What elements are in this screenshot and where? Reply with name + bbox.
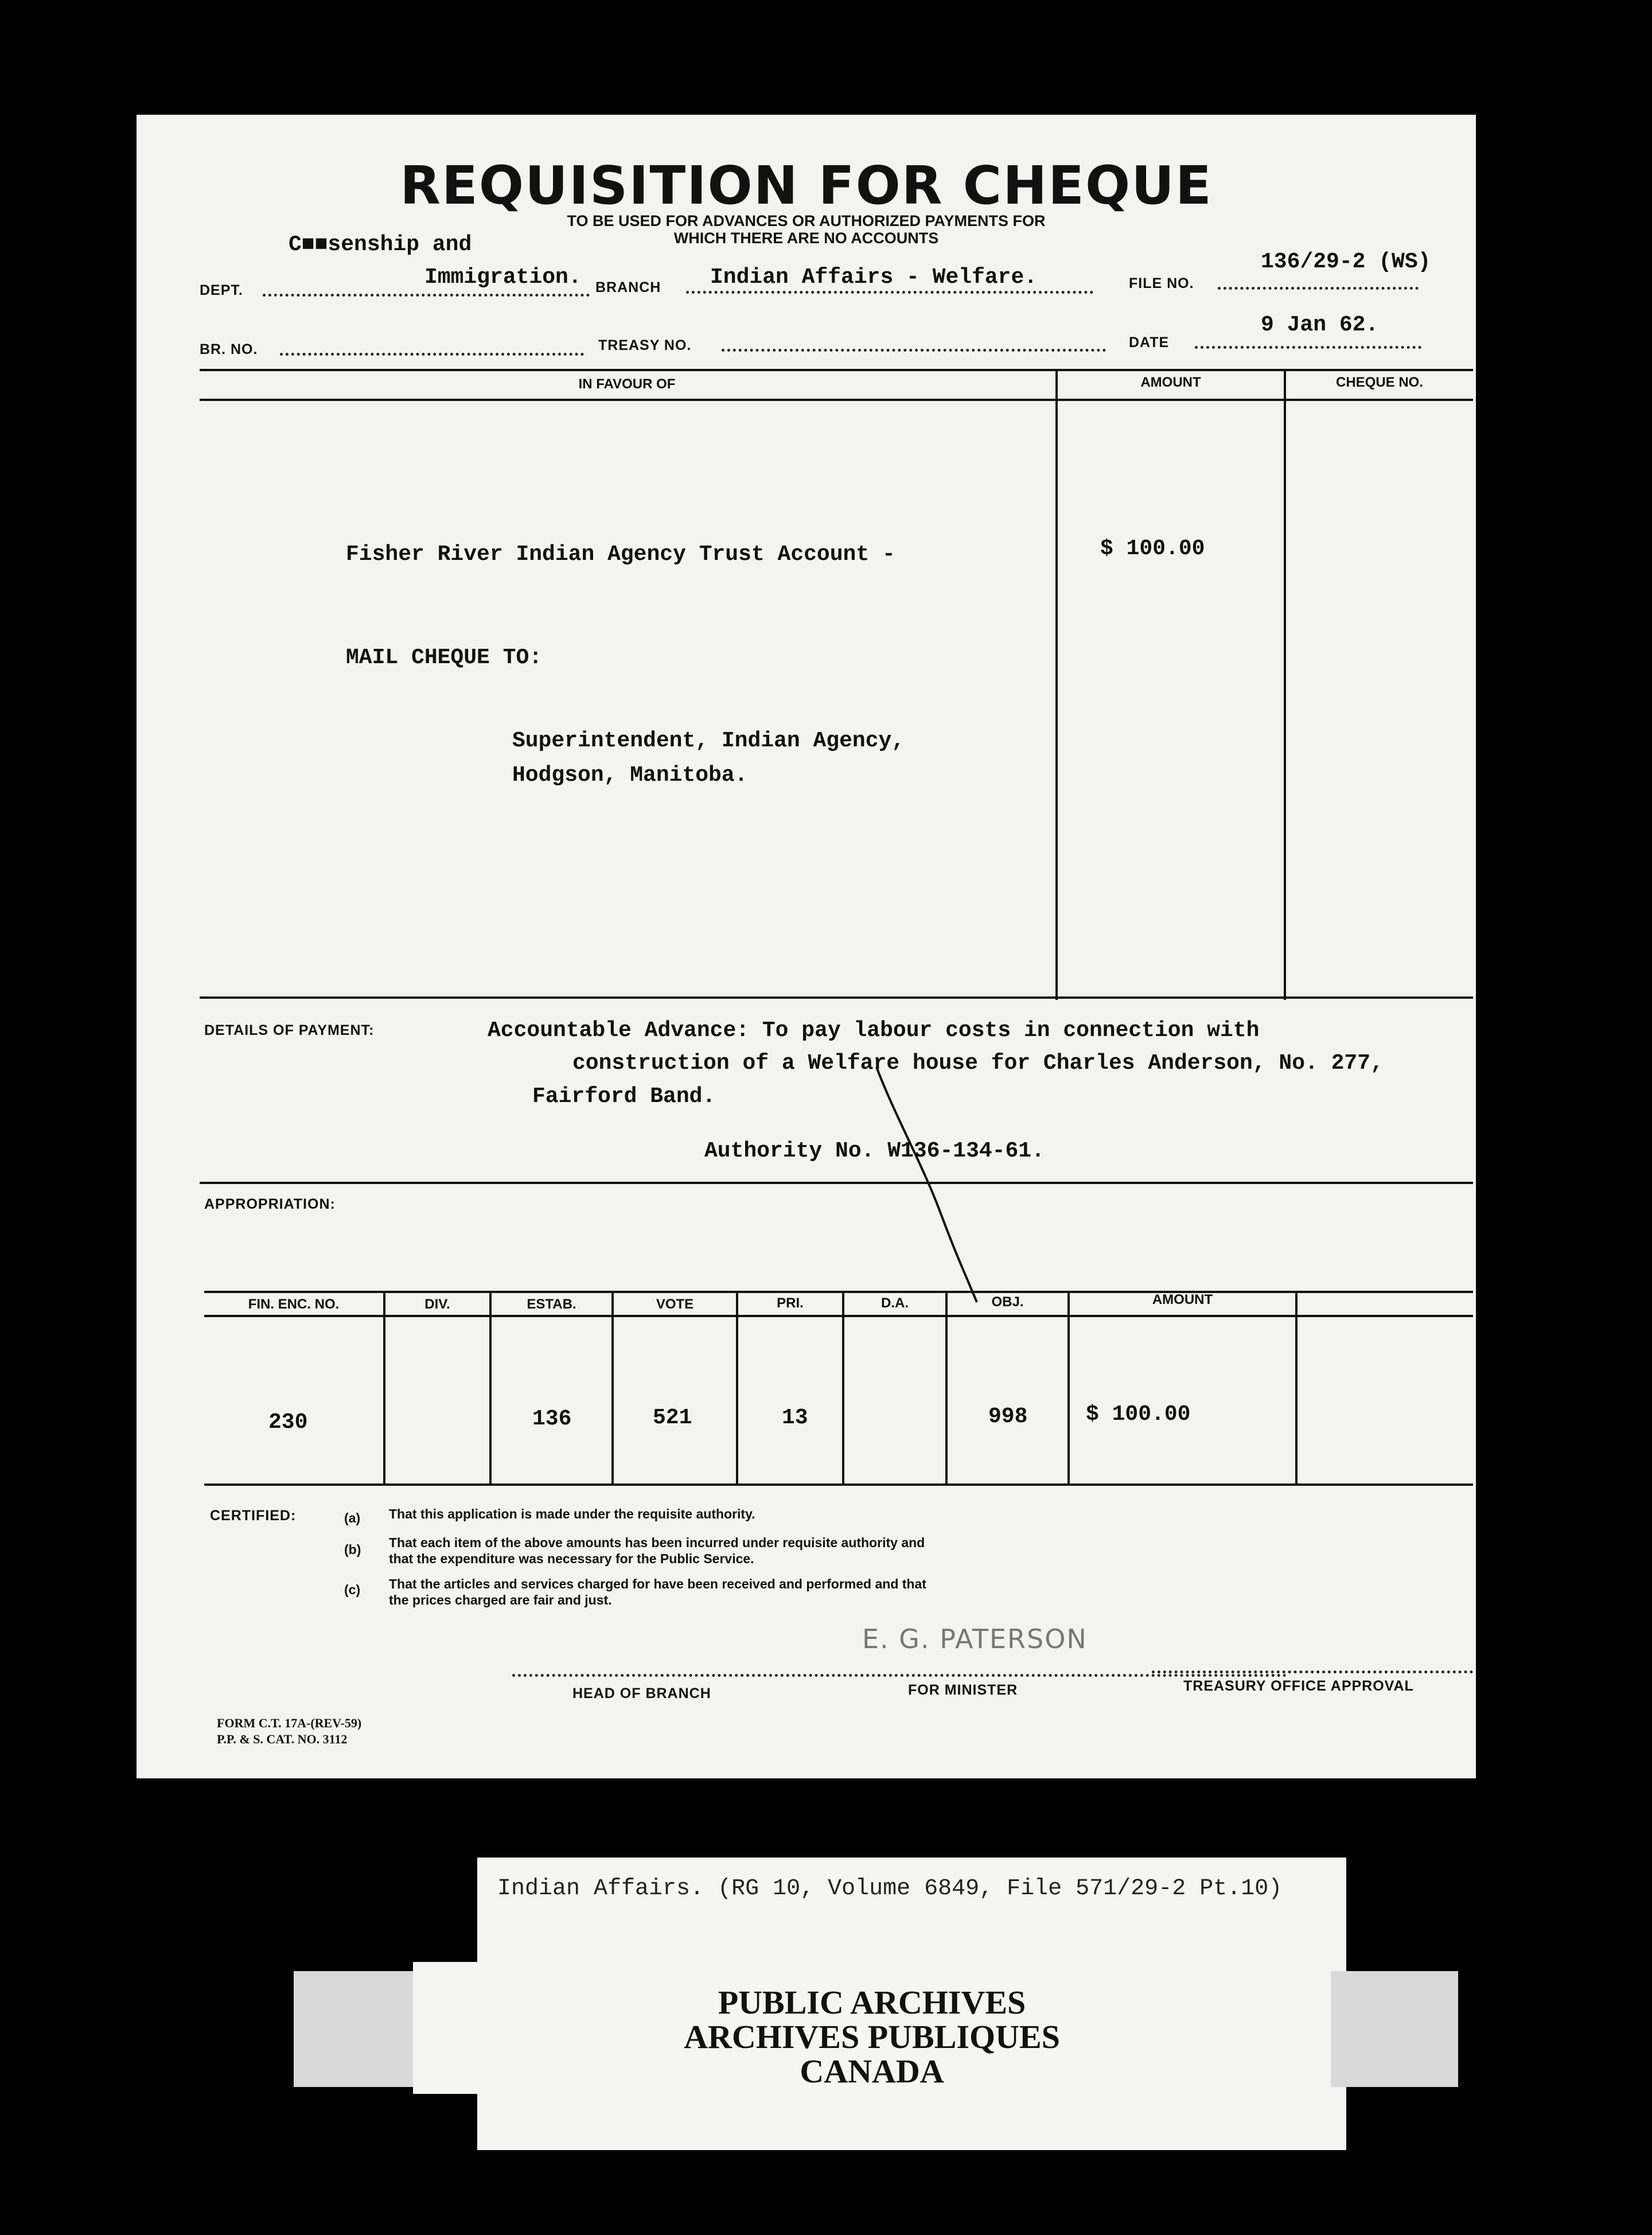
details-line2: construction of a Welfare house for Charles Anderson, No. 277, xyxy=(572,1051,1384,1076)
certified-text-c1: That the articles and services charged for have been received and performed and that xyxy=(389,1576,926,1591)
date-value: 9 Jan 62. xyxy=(1261,313,1379,337)
head-of-branch-label: HEAD OF BRANCH xyxy=(572,1685,711,1701)
dept-value-line2: Immigration. xyxy=(424,265,582,290)
details-line1: Accountable Advance: To pay labour costs in connection with xyxy=(488,1018,1260,1043)
col-header-div: DIV. xyxy=(424,1296,450,1312)
authority-number: Authority No. W136-134-61. xyxy=(704,1139,1045,1163)
requisition-form xyxy=(137,115,1476,1778)
appropriation-col-rule xyxy=(1067,1291,1070,1486)
form-subtitle-line1: TO BE USED FOR ADVANCES OR AUTHORIZED PAYMENTS FOR xyxy=(567,212,1046,229)
appropriation-col-rule xyxy=(383,1291,385,1486)
archive-line3: CANADA xyxy=(800,2053,944,2090)
payee-name: Fisher River Indian Agency Trust Account - xyxy=(346,542,895,567)
cell-pri: 13 xyxy=(782,1405,808,1430)
col-header-estab: ESTAB. xyxy=(527,1296,576,1312)
treasy-no-line xyxy=(722,349,1106,352)
certified-mark-a: (a) xyxy=(344,1510,361,1525)
dept-label: DEPT. xyxy=(200,282,243,298)
certified-text-b2: that the expenditure was necessary for the Public Service. xyxy=(389,1551,754,1566)
col-header-vote: VOTE xyxy=(656,1296,694,1312)
mail-cheque-label: MAIL CHEQUE TO: xyxy=(346,645,543,670)
appropriation-col-rule xyxy=(842,1291,844,1486)
archive-line1: PUBLIC ARCHIVES xyxy=(718,1984,1026,2021)
form-number-line1: FORM C.T. 17A-(REV-59) xyxy=(217,1716,362,1730)
signature-line-right xyxy=(1152,1671,1473,1673)
appropriation-col-rule xyxy=(611,1291,614,1486)
dept-line xyxy=(263,294,590,297)
archive-label xyxy=(413,1962,1331,2094)
cell-amount: $ 100.00 xyxy=(1086,1402,1191,1427)
certified-text-b1: That each item of the above amounts has been incurred under requisite authority and xyxy=(389,1535,925,1550)
file-no-label: FILE NO. xyxy=(1129,275,1194,291)
file-no-line xyxy=(1218,287,1419,290)
col-header-fin-enc-no: FIN. ENC. NO. xyxy=(248,1296,340,1312)
payee-table-divider-2 xyxy=(1284,369,1286,1000)
dept-value-line1: C■■senship and xyxy=(289,232,472,257)
form-subtitle-line2: WHICH THERE ARE NO ACCOUNTS xyxy=(673,229,939,247)
appropriation-table-bottom xyxy=(204,1483,1473,1486)
certified-text-a: That this application is made under the requisite authority. xyxy=(389,1506,755,1521)
appropriation-label: APPROPRIATION: xyxy=(204,1196,336,1212)
appropriation-col-rule xyxy=(489,1291,492,1486)
branch-line xyxy=(686,291,1093,294)
payee-table-top-rule xyxy=(200,369,1473,371)
cell-vote: 521 xyxy=(653,1405,692,1430)
col-header-amount: AMOUNT xyxy=(1152,1292,1213,1307)
certified-mark-b: (b) xyxy=(344,1542,361,1557)
signature-line-left xyxy=(512,1674,1287,1677)
payee-amount: $ 100.00 xyxy=(1100,536,1205,561)
appropriation-col-rule xyxy=(1295,1291,1298,1486)
details-line3: Fairford Band. xyxy=(532,1084,716,1109)
cell-estab: 136 xyxy=(532,1407,572,1431)
amount-header: AMOUNT xyxy=(1140,375,1201,390)
form-number-line2: P.P. & S. CAT. NO. 3112 xyxy=(217,1732,348,1746)
col-header-da: D.A. xyxy=(881,1295,909,1311)
col-header-pri: PRI. xyxy=(777,1295,804,1311)
archive-line2: ARCHIVES PUBLIQUES xyxy=(684,2018,1060,2055)
branch-label: BRANCH xyxy=(595,279,661,295)
appropriation-rule xyxy=(200,1182,1473,1184)
br-no-label: BR. NO. xyxy=(200,341,258,357)
branch-value: Indian Affairs - Welfare. xyxy=(710,265,1038,290)
appropriation-col-rule xyxy=(945,1291,948,1486)
address-line2: Hodgson, Manitoba. xyxy=(512,763,748,788)
br-no-line xyxy=(280,353,584,356)
cheque-no-header: CHEQUE NO. xyxy=(1335,375,1423,390)
address-line1: Superintendent, Indian Agency, xyxy=(512,729,905,753)
cell-fin-enc-no: 230 xyxy=(268,1410,308,1435)
certified-text-c2: the prices charged are fair and just. xyxy=(389,1592,612,1607)
payee-table-header-rule xyxy=(200,399,1473,401)
pen-stroke xyxy=(871,1061,985,1308)
in-favour-of-header: IN FAVOUR OF xyxy=(578,376,676,392)
appropriation-table-header-rule xyxy=(204,1315,1473,1317)
treasy-no-label: TREASY NO. xyxy=(598,337,692,353)
certified-label: CERTIFIED: xyxy=(210,1508,297,1524)
payee-table-bottom-rule xyxy=(200,996,1473,999)
file-no-value: 136/29-2 (WS) xyxy=(1261,250,1431,274)
certified-mark-c: (c) xyxy=(344,1582,361,1597)
cell-obj: 998 xyxy=(988,1404,1028,1429)
reference-text: Indian Affairs. (RG 10, Volume 6849, File 571/29-2 Pt.10) xyxy=(497,1876,1283,1902)
details-label: DETAILS OF PAYMENT: xyxy=(204,1022,375,1038)
treasury-approval-label: TREASURY OFFICE APPROVAL xyxy=(1183,1678,1414,1694)
form-title: REQUISITION FOR CHEQUE xyxy=(400,155,1213,216)
date-label: DATE xyxy=(1129,334,1170,351)
for-minister-label: FOR MINISTER xyxy=(908,1682,1018,1698)
appropriation-col-rule xyxy=(736,1291,738,1486)
date-line xyxy=(1195,346,1421,349)
paterson-stamp: E. G. PATERSON xyxy=(862,1623,1088,1654)
col-header-obj: OBJ. xyxy=(991,1294,1024,1310)
payee-table-divider-1 xyxy=(1055,369,1058,1000)
